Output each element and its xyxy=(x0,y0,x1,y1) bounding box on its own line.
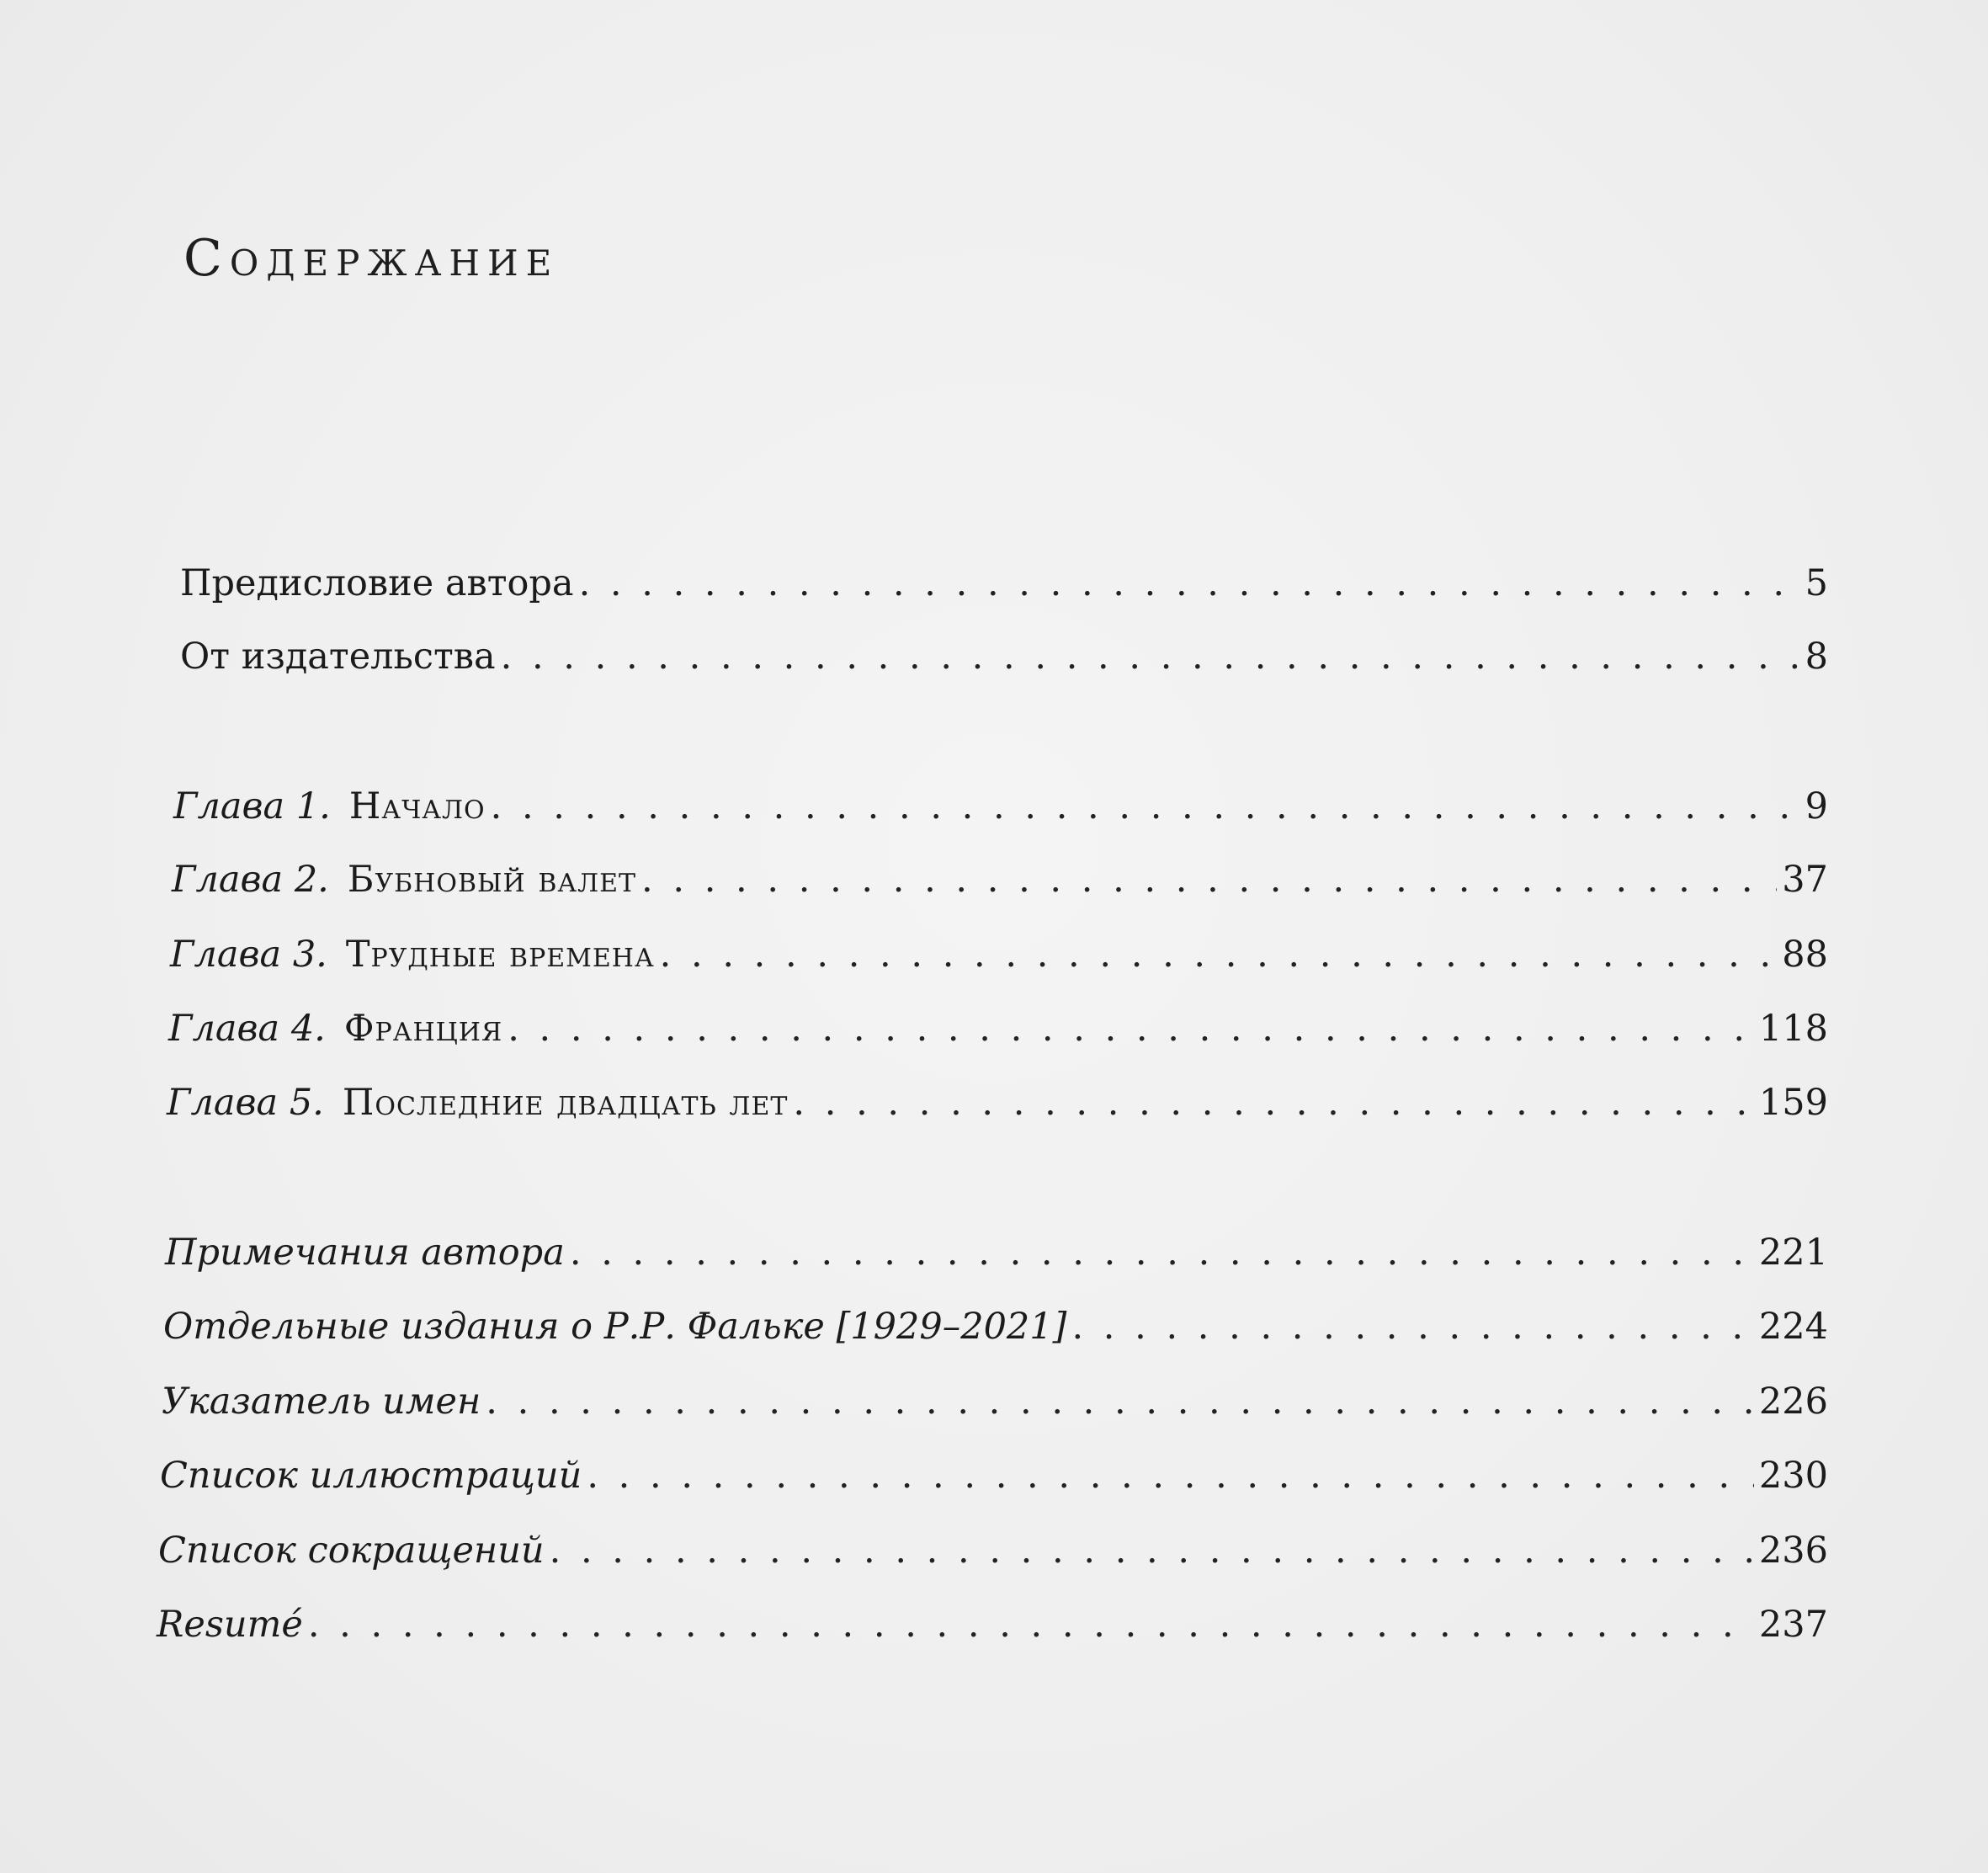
page-number: 159 xyxy=(1758,1082,1828,1124)
toc-entry-chapter-4 xyxy=(168,1003,1828,1054)
chapter-title: Последние двадцать лет xyxy=(342,1082,789,1124)
page-number: 224 xyxy=(1758,1306,1828,1348)
toc-entry-text: Отдельные издания о Р.Р. Фальке [1929–2021] xyxy=(163,1306,1067,1348)
dot-leader xyxy=(508,1003,1754,1054)
dot-leader xyxy=(486,1376,1754,1427)
toc-entry-chapter-5 xyxy=(167,1078,1828,1128)
dot-leader xyxy=(308,1599,1754,1650)
dot-leader xyxy=(491,781,1800,832)
chapter-title: Франция xyxy=(343,1008,503,1050)
toc-entry-text: От издательства xyxy=(180,636,496,678)
dot-leader xyxy=(579,558,1800,609)
toc-entry-text: Предисловие автора xyxy=(180,562,574,604)
toc-entry-publisher xyxy=(180,631,1828,682)
chapter-title: Начало xyxy=(348,785,486,827)
page-title: Содержание xyxy=(183,229,560,289)
dot-leader xyxy=(641,854,1777,905)
page-number: 226 xyxy=(1758,1381,1828,1423)
toc-entry-illustrations xyxy=(160,1450,1828,1501)
toc-entry-text: Указатель имен xyxy=(162,1381,481,1423)
toc-entry-chapter-1 xyxy=(173,781,1828,832)
toc-entry-preface xyxy=(180,558,1828,609)
toc-entry-text: Список сокращений xyxy=(158,1530,545,1572)
chapter-label: Глава 1. xyxy=(173,785,331,827)
chapter-label: Глава 2. xyxy=(172,859,329,901)
chapter-label: Глава 3. xyxy=(170,934,327,976)
toc-entry-text: Resumé xyxy=(157,1604,303,1646)
chapter-title: Трудные времена xyxy=(345,934,655,976)
toc-entry-text: Примечания автора xyxy=(165,1232,565,1274)
toc-entry-author-notes xyxy=(165,1227,1828,1278)
page-number: 237 xyxy=(1758,1604,1828,1646)
chapter-label: Глава 4. xyxy=(168,1008,326,1050)
toc-entry-chapter-3 xyxy=(170,929,1828,980)
toc-entry-name-index xyxy=(162,1376,1828,1427)
toc-entry-abbreviations xyxy=(158,1525,1828,1576)
page-number: 37 xyxy=(1782,859,1828,901)
page-number: 88 xyxy=(1782,934,1828,976)
chapter-label: Глава 5. xyxy=(167,1082,324,1124)
page-number: 9 xyxy=(1805,785,1828,827)
page-number: 118 xyxy=(1758,1008,1828,1050)
dot-leader xyxy=(587,1450,1754,1501)
dot-leader xyxy=(501,631,1800,682)
page-number: 8 xyxy=(1805,636,1828,678)
page-number: 5 xyxy=(1805,562,1828,604)
page-number: 230 xyxy=(1758,1455,1828,1497)
page-number: 236 xyxy=(1758,1530,1828,1572)
dot-leader xyxy=(570,1227,1754,1278)
dot-leader xyxy=(793,1078,1754,1128)
dot-leader xyxy=(660,929,1778,980)
chapter-title: Бубновый валет xyxy=(347,859,637,901)
page-number: 221 xyxy=(1758,1232,1828,1274)
toc-entry-text: Список иллюстраций xyxy=(160,1455,582,1497)
dot-leader xyxy=(550,1525,1754,1576)
dot-leader xyxy=(1071,1301,1753,1352)
toc-entry-editions xyxy=(163,1301,1828,1352)
toc-entry-chapter-2 xyxy=(172,854,1828,905)
toc-entry-resume xyxy=(157,1599,1828,1650)
